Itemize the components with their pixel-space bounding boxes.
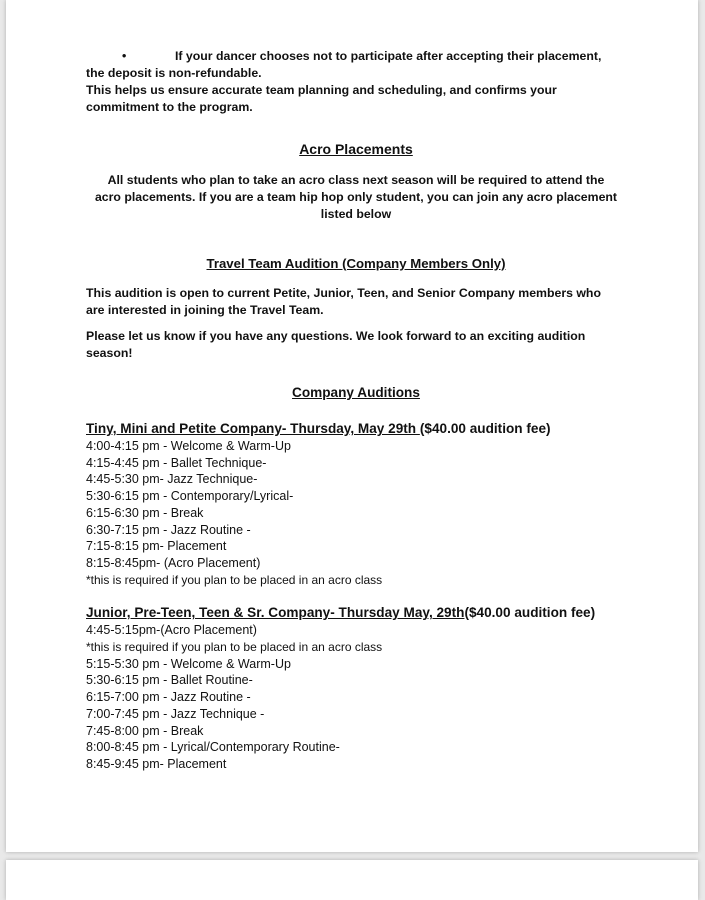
schedule-item: 6:15-6:30 pm - Break bbox=[86, 505, 204, 520]
schedule-item: 4:15-4:45 pm - Ballet Technique- bbox=[86, 455, 267, 470]
acro-line-3: listed below bbox=[320, 207, 392, 221]
group1 bbox=[86, 420, 626, 588]
travel-section bbox=[86, 255, 626, 362]
next-page-edge bbox=[6, 860, 698, 900]
group1-title-main: Tiny, Mini and Petite Company- Thursday, May 29th bbox=[86, 421, 420, 436]
intro-line-4: commitment to the program. bbox=[86, 100, 253, 114]
intro-line-3: This helps us ensure accurate team planning and scheduling, and confirms your bbox=[86, 83, 557, 97]
group2 bbox=[86, 604, 626, 772]
group2-fee: ($40.00 audition fee) bbox=[464, 605, 596, 621]
schedule-item: 4:45-5:15pm-(Acro Placement) bbox=[86, 623, 257, 638]
group2-schedule bbox=[86, 622, 626, 772]
group1-title bbox=[86, 420, 626, 438]
group2-title-main: Junior, Pre-Teen, Teen & Sr. Company- Thursday May, 29th bbox=[86, 605, 465, 621]
travel-p1-line-1: This audition is open to current Petite, Junior, Teen, and Senior Company members who bbox=[86, 286, 601, 300]
schedule-item: 7:15-8:15 pm- Placement bbox=[86, 539, 227, 554]
group1-schedule bbox=[86, 438, 626, 588]
travel-heading: Travel Team Audition (Company Members Only) bbox=[206, 256, 506, 271]
schedule-item: 6:30-7:15 pm - Jazz Routine - bbox=[86, 522, 251, 537]
schedule-item: 7:45-8:00 pm - Break bbox=[86, 723, 204, 738]
bullet-icon: • bbox=[122, 49, 127, 63]
schedule-item: 5:15-5:30 pm - Welcome & Warm-Up bbox=[86, 656, 291, 671]
schedule-note: *this is required if you plan to be placed in an acro class bbox=[86, 640, 383, 655]
schedule-item: 5:30-6:15 pm - Contemporary/Lyrical- bbox=[86, 489, 294, 504]
company-section bbox=[86, 384, 626, 773]
document-content bbox=[86, 48, 626, 773]
schedule-item: 5:30-6:15 pm - Ballet Routine- bbox=[86, 673, 253, 688]
schedule-item: 8:15-8:45pm- (Acro Placement) bbox=[86, 555, 261, 570]
travel-p1-line-2: are interested in joining the Travel Team. bbox=[86, 303, 324, 317]
company-heading: Company Auditions bbox=[292, 385, 420, 400]
schedule-item: 7:00-7:45 pm - Jazz Technique - bbox=[86, 706, 265, 721]
schedule-item: 4:45-5:30 pm- Jazz Technique- bbox=[86, 472, 258, 487]
schedule-item: 8:45-9:45 pm- Placement bbox=[86, 756, 227, 771]
acro-heading: Acro Placements bbox=[299, 141, 413, 157]
schedule-item: 6:15-7:00 pm - Jazz Routine - bbox=[86, 690, 251, 705]
schedule-note: *this is required if you plan to be placed in an acro class bbox=[86, 572, 383, 587]
schedule-item: 4:00-4:15 pm - Welcome & Warm-Up bbox=[86, 439, 291, 453]
intro-line-2: the deposit is non-refundable. bbox=[86, 66, 262, 80]
group1-fee: ($40.00 audition fee) bbox=[419, 421, 551, 436]
document-page bbox=[6, 0, 698, 852]
acro-line-2: acro placements. If you are a team hip hop only student, you can join any acro placement bbox=[94, 190, 618, 204]
group2-title bbox=[86, 604, 626, 622]
bullet-paragraph bbox=[6, 48, 626, 65]
travel-p2-line-1: Please let us know if you have any questions. We look forward to an exciting audition bbox=[86, 329, 586, 343]
acro-line-1: All students who plan to take an acro class next season will be required to attend the bbox=[107, 173, 605, 187]
bullet-text: If your dancer chooses not to participate after accepting their placement, bbox=[175, 49, 602, 63]
acro-section bbox=[86, 140, 626, 223]
schedule-item: 8:00-8:45 pm - Lyrical/Contemporary Routine- bbox=[86, 740, 340, 755]
intro-section bbox=[86, 48, 626, 116]
travel-p2-line-2: season! bbox=[86, 346, 133, 360]
